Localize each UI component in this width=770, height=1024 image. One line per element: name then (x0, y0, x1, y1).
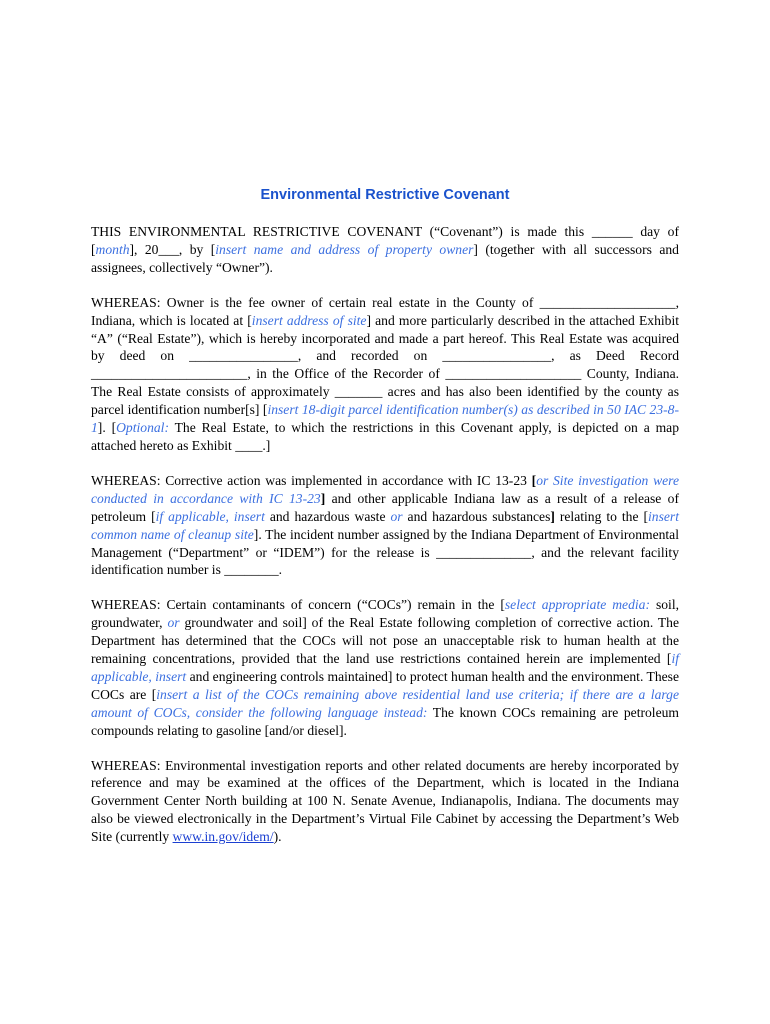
text: groundwater and soil] of the Real Estate following completion of corrective action. The Department has determined that the COCs will not pose an unacceptable risk to human health at the remaining concentrations, provided that the land use restrictions contained herein are implemented [ (91, 615, 680, 667)
placeholder-coc-list: insert a list of the COCs remaining above residential land use criteria; if there are a large amount of COCs, consider the following language instead: (91, 686, 679, 720)
text: and other applicable Indiana law as a result of a release of petroleum [ (91, 490, 679, 524)
placeholder-if-applicable: if applicable, insert (155, 508, 265, 524)
text: ]. The incident number assigned by the Indiana Department of Environmental Management (“Department” or “IDEM”) for the release is ______________, and the relevant facility identification number is ________. (91, 526, 679, 578)
paragraph-whereas-corrective-action (91, 472, 679, 579)
text: ] and more particularly described in the attached Exhibit “A” (“Real Estate”), which is hereby incorporated and made a part hereof. This Real Estate was acquired by deed on ________________, and recorded on ________________, as Deed Record _______________________, in the Office of the Recorder of ____________________ County, Indiana. The Real Estate consists of approximately _______ acres and has also been identified by the county as parcel identification number[s] [ (91, 312, 679, 418)
paragraph-whereas-cocs (91, 596, 679, 739)
text: and engineering controls maintained] to protect human health and the environment. These COCs are [ (91, 668, 679, 702)
text: The Real Estate, to which the restrictions in this Covenant apply, is depicted on a map attached hereto as Exhibit ____.] (91, 420, 679, 453)
placeholder-owner: insert name and address of property owner (215, 241, 474, 257)
text: WHEREAS: Owner is the fee owner of certain real estate in the County of ____________________, Indiana, which is located at [ (91, 294, 679, 328)
placeholder-parcel-number: insert 18-digit parcel identification number(s) as described in 50 IAC 23-8-1 (91, 402, 679, 436)
placeholder-site-investigation: or Site investigation were conducted in accordance with IC 13-23 (91, 472, 679, 506)
placeholder-optional: Optional: (116, 420, 169, 436)
paragraph-whereas-real-estate (91, 294, 679, 455)
bracket: [ (531, 472, 537, 488)
placeholder-site-address: insert address of site (251, 312, 367, 328)
text: ]. [ (97, 420, 117, 436)
document-title: Environmental Restrictive Covenant (260, 187, 510, 203)
text: and hazardous substances (402, 508, 551, 524)
placeholder-select-media: select appropriate media: (504, 597, 650, 613)
text: ], 20___, by [ (129, 241, 216, 257)
placeholder-month: month (95, 241, 130, 257)
placeholder-or: or (390, 508, 403, 524)
placeholder-or: or (167, 615, 180, 631)
placeholder-cleanup-site-name: insert common name of cleanup site (91, 508, 679, 542)
paragraph-whereas-reports (91, 757, 679, 847)
document-body (91, 186, 679, 863)
text: soil, groundwater, (91, 597, 679, 631)
text: and hazardous waste (264, 508, 391, 524)
text: ). (273, 829, 282, 845)
text: WHEREAS: Certain contaminants of concern (“COCs”) remain in the [ (91, 597, 505, 613)
text: THIS ENVIRONMENTAL RESTRICTIVE COVENANT (“Covenant”) is made this ______ day of [ (91, 224, 679, 257)
paragraph-covenant-intro (91, 223, 679, 277)
text: WHEREAS: Corrective action was implemented in accordance with IC 13-23 (91, 472, 532, 488)
idem-website-link[interactable]: www.in.gov/idem/ (172, 829, 274, 845)
placeholder-if-applicable: if applicable, insert (91, 651, 679, 684)
bracket: ] (320, 490, 326, 506)
text: ] (together with all successors and assignees, collectively “Owner”). (91, 241, 679, 275)
text: The known COCs remaining are petroleum compounds relating to gasoline [and/or diesel]. (91, 704, 679, 738)
text: WHEREAS: Environmental investigation reports and other related documents are hereby incorporated by reference and may be examined at the offices of the Department, which is located in the Indiana Government Center North building at 100 N. Senate Avenue, Indianapolis, Indiana. The documents may also be viewed electronically in the Department’s Virtual File Cabinet by accessing the Department’s Web Site (currently (91, 757, 679, 845)
text: relating to the [ (554, 508, 649, 524)
bracket: ] (550, 508, 555, 524)
